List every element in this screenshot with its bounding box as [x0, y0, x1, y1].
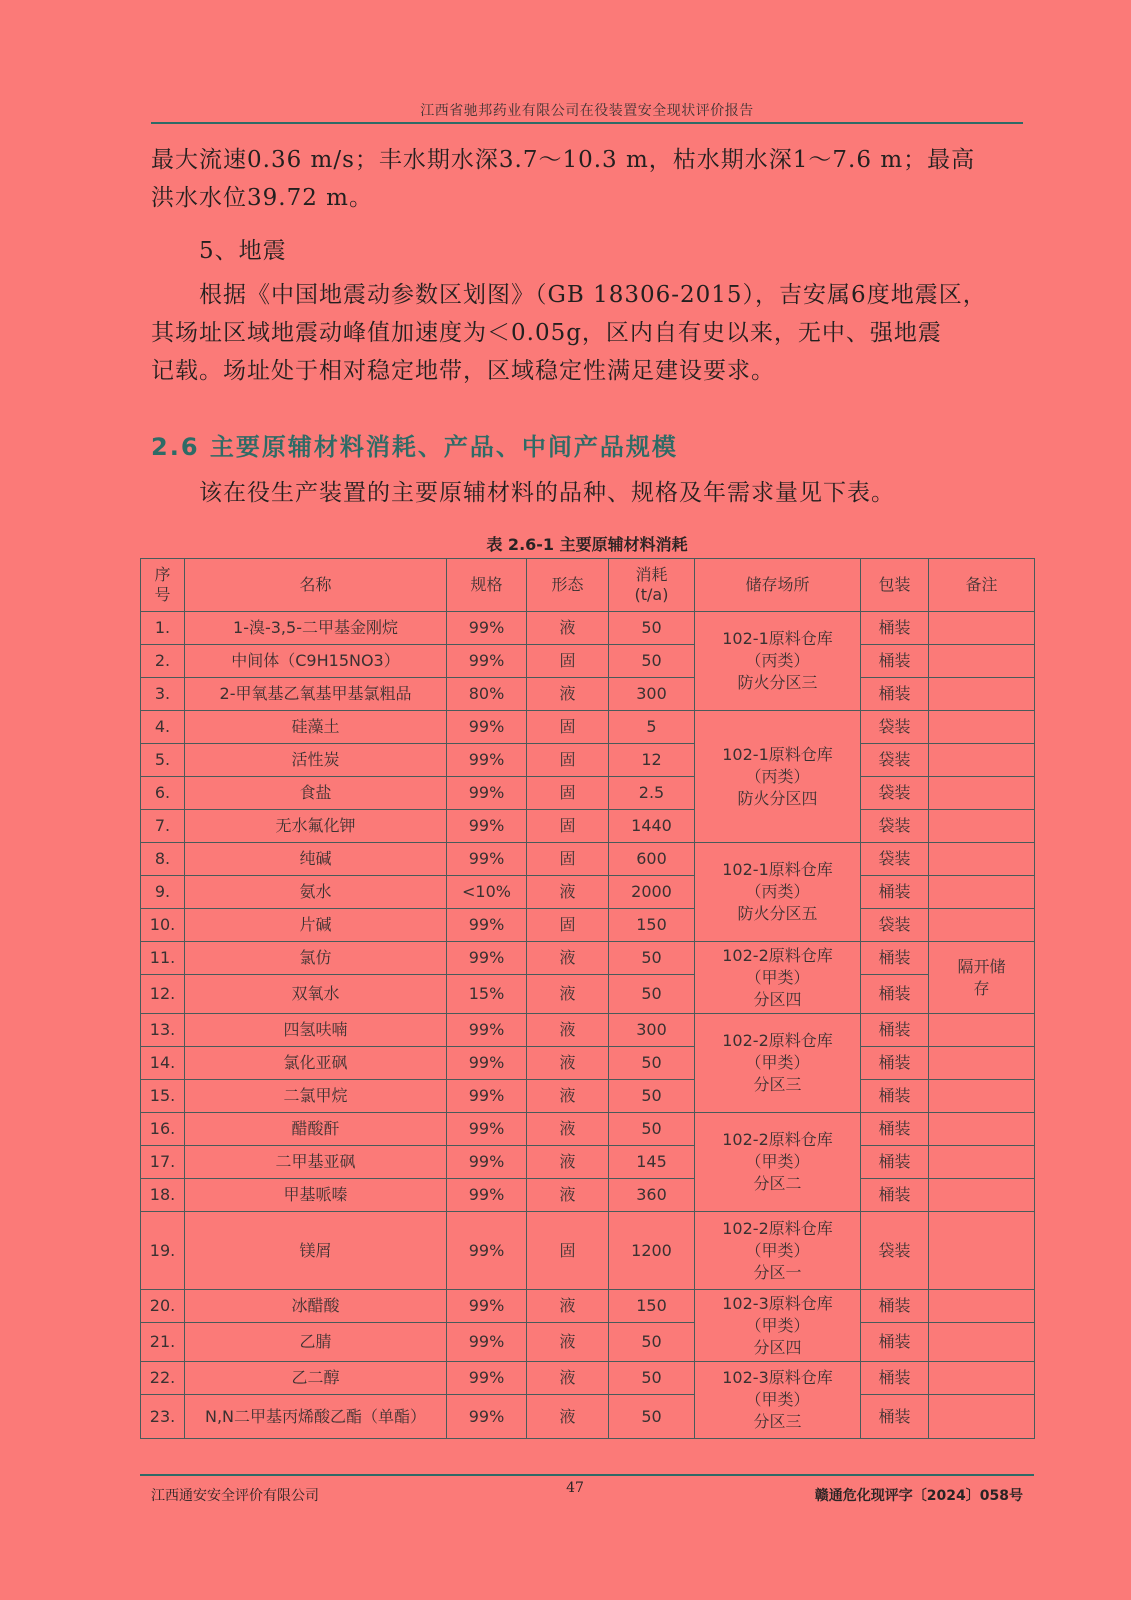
header-usage: 消耗 (t/a) [609, 559, 695, 612]
cell-usage: 150 [609, 909, 695, 942]
cell-usage: 50 [609, 1395, 695, 1439]
table-row [141, 1395, 1035, 1439]
cell-package: 桶装 [861, 1290, 929, 1323]
cell-form: 固 [527, 1212, 609, 1290]
cell-spec: 99% [447, 810, 527, 843]
cell-no: 23. [141, 1395, 185, 1439]
cell-remark [929, 1362, 1035, 1395]
cell-name: 乙二醇 [185, 1362, 447, 1395]
cell-name: 氨水 [185, 876, 447, 909]
header-spec: 规格 [447, 559, 527, 612]
cell-remark [929, 1146, 1035, 1179]
cell-no: 15. [141, 1080, 185, 1113]
text-line: 记载。场址处于相对稳定地带，区域稳定性满足建设要求。 [151, 358, 775, 384]
cell-package: 桶装 [861, 1113, 929, 1146]
cell-remark [929, 1047, 1035, 1080]
table-row [141, 1362, 1035, 1395]
cell-usage: 50 [609, 1113, 695, 1146]
cell-spec: 99% [447, 1362, 527, 1395]
cell-form: 固 [527, 744, 609, 777]
header-remark: 备注 [929, 559, 1035, 612]
cell-usage: 5 [609, 711, 695, 744]
cell-name: 活性炭 [185, 744, 447, 777]
cell-usage: 50 [609, 1047, 695, 1080]
header-no: 序 号 [141, 559, 185, 612]
cell-remark [929, 843, 1035, 876]
cell-usage: 145 [609, 1146, 695, 1179]
cell-storage: 102-2原料仓库 （甲类） 分区二 [695, 1113, 861, 1212]
cell-remark [929, 777, 1035, 810]
cell-name: 冰醋酸 [185, 1290, 447, 1323]
text-line: 最大流速0.36 m/s；丰水期水深3.7～10.3 m，枯水期水深1～7.6 m；最高 [151, 147, 976, 173]
cell-package: 桶装 [861, 612, 929, 645]
table-header-row [141, 559, 1035, 612]
header-divider [151, 122, 1023, 124]
cell-no: 2. [141, 645, 185, 678]
cell-spec: 99% [447, 777, 527, 810]
table-row [141, 1290, 1035, 1323]
footer-divider [140, 1474, 1034, 1476]
cell-package: 袋装 [861, 843, 929, 876]
cell-name: 2-甲氧基乙氧基甲基氯粗品 [185, 678, 447, 711]
cell-remark [929, 1179, 1035, 1212]
cell-no: 11. [141, 942, 185, 975]
table-caption: 表 2.6-1 主要原辅材料消耗 [486, 535, 688, 554]
cell-form: 液 [527, 942, 609, 975]
cell-name: 片碱 [185, 909, 447, 942]
cell-usage: 300 [609, 678, 695, 711]
cell-spec: 99% [447, 612, 527, 645]
cell-package: 桶装 [861, 975, 929, 1014]
cell-package: 桶装 [861, 1014, 929, 1047]
cell-form: 液 [527, 1290, 609, 1323]
cell-form: 液 [527, 1323, 609, 1362]
table-row [141, 744, 1035, 777]
cell-form: 固 [527, 909, 609, 942]
header-name: 名称 [185, 559, 447, 612]
cell-usage: 2000 [609, 876, 695, 909]
cell-package: 袋装 [861, 909, 929, 942]
table-row [141, 1146, 1035, 1179]
page-number: 47 [566, 1480, 584, 1496]
table-row [141, 777, 1035, 810]
table-row [141, 711, 1035, 744]
cell-no: 19. [141, 1212, 185, 1290]
cell-spec: 99% [447, 942, 527, 975]
table-row [141, 645, 1035, 678]
cell-spec: 99% [447, 1290, 527, 1323]
cell-spec: 99% [447, 645, 527, 678]
subheading-earthquake: 5、地震 [199, 238, 287, 264]
cell-no: 3. [141, 678, 185, 711]
table-row [141, 810, 1035, 843]
cell-remark [929, 678, 1035, 711]
cell-name: 二甲基亚砜 [185, 1146, 447, 1179]
cell-name: 纯碱 [185, 843, 447, 876]
cell-remark [929, 612, 1035, 645]
cell-name: 1-溴-3,5-二甲基金刚烷 [185, 612, 447, 645]
cell-no: 16. [141, 1113, 185, 1146]
cell-package: 桶装 [861, 1323, 929, 1362]
cell-package: 桶装 [861, 1362, 929, 1395]
table-row [141, 843, 1035, 876]
cell-spec: 99% [447, 1047, 527, 1080]
cell-package: 袋装 [861, 1212, 929, 1290]
cell-package: 桶装 [861, 1080, 929, 1113]
table-row [141, 975, 1035, 1014]
header-storage: 储存场所 [695, 559, 861, 612]
cell-form: 液 [527, 678, 609, 711]
cell-no: 12. [141, 975, 185, 1014]
text-line: 其场址区域地震动峰值加速度为＜0.05g，区内自有史以来，无中、强地震 [151, 320, 942, 346]
cell-usage: 50 [609, 942, 695, 975]
cell-spec: 80% [447, 678, 527, 711]
cell-name: 硅藻土 [185, 711, 447, 744]
cell-name: 食盐 [185, 777, 447, 810]
cell-spec: 99% [447, 1146, 527, 1179]
header-form: 形态 [527, 559, 609, 612]
cell-form: 固 [527, 777, 609, 810]
cell-form: 液 [527, 1047, 609, 1080]
cell-spec: 99% [447, 1113, 527, 1146]
cell-usage: 2.5 [609, 777, 695, 810]
cell-form: 液 [527, 1113, 609, 1146]
cell-remark [929, 1212, 1035, 1290]
cell-package: 袋装 [861, 777, 929, 810]
cell-form: 固 [527, 810, 609, 843]
cell-spec: 99% [447, 744, 527, 777]
cell-no: 5. [141, 744, 185, 777]
cell-form: 液 [527, 612, 609, 645]
cell-no: 13. [141, 1014, 185, 1047]
footer-company: 江西通安安全评价有限公司 [151, 1488, 319, 1504]
cell-package: 袋装 [861, 711, 929, 744]
cell-package: 桶装 [861, 1179, 929, 1212]
table-row [141, 1014, 1035, 1047]
header-package: 包装 [861, 559, 929, 612]
cell-no: 9. [141, 876, 185, 909]
cell-name: 镁屑 [185, 1212, 447, 1290]
cell-no: 18. [141, 1179, 185, 1212]
cell-spec: 99% [447, 1080, 527, 1113]
cell-remark [929, 1395, 1035, 1439]
cell-name: 氯仿 [185, 942, 447, 975]
cell-spec: 99% [447, 1014, 527, 1047]
cell-spec: 99% [447, 711, 527, 744]
cell-form: 固 [527, 711, 609, 744]
cell-form: 液 [527, 1014, 609, 1047]
table-row [141, 876, 1035, 909]
cell-form: 固 [527, 645, 609, 678]
table-row [141, 909, 1035, 942]
cell-usage: 50 [609, 1323, 695, 1362]
section-heading: 2.6 主要原辅材料消耗、产品、中间产品规模 [151, 433, 678, 461]
cell-name: 甲基哌嗪 [185, 1179, 447, 1212]
cell-name: 四氢呋喃 [185, 1014, 447, 1047]
cell-package: 桶装 [861, 1395, 929, 1439]
cell-name: N,N二甲基丙烯酸乙酯（单酯） [185, 1395, 447, 1439]
cell-remark [929, 810, 1035, 843]
cell-name: 中间体（C9H15NO3） [185, 645, 447, 678]
cell-package: 袋装 [861, 810, 929, 843]
footer-doc-number: 赣通危化现评字〔2024〕058号 [814, 1488, 1023, 1504]
cell-form: 固 [527, 843, 609, 876]
cell-name: 氯化亚砜 [185, 1047, 447, 1080]
cell-remark [929, 645, 1035, 678]
cell-remark [929, 909, 1035, 942]
cell-storage: 102-3原料仓库 （甲类） 分区四 [695, 1290, 861, 1362]
cell-no: 22. [141, 1362, 185, 1395]
table-row [141, 1179, 1035, 1212]
cell-storage: 102-1原料仓库 （丙类） 防火分区五 [695, 843, 861, 942]
cell-storage: 102-2原料仓库 （甲类） 分区四 [695, 942, 861, 1014]
cell-form: 液 [527, 1146, 609, 1179]
cell-usage: 600 [609, 843, 695, 876]
cell-spec: 99% [447, 843, 527, 876]
cell-remark [929, 1323, 1035, 1362]
cell-spec: 15% [447, 975, 527, 1014]
cell-spec: 99% [447, 1395, 527, 1439]
cell-name: 二氯甲烷 [185, 1080, 447, 1113]
cell-no: 10. [141, 909, 185, 942]
table-row [141, 1323, 1035, 1362]
cell-form: 液 [527, 1080, 609, 1113]
cell-no: 14. [141, 1047, 185, 1080]
text-line: 根据《中国地震动参数区划图》（GB 18306-2015），吉安属6度地震区， [199, 282, 987, 308]
cell-name: 双氧水 [185, 975, 447, 1014]
cell-name: 醋酸酐 [185, 1113, 447, 1146]
cell-remark [929, 1113, 1035, 1146]
table-row [141, 1113, 1035, 1146]
cell-spec: 99% [447, 1212, 527, 1290]
cell-remark [929, 744, 1035, 777]
cell-usage: 50 [609, 975, 695, 1014]
cell-no: 17. [141, 1146, 185, 1179]
cell-no: 6. [141, 777, 185, 810]
cell-remark [929, 876, 1035, 909]
cell-no: 8. [141, 843, 185, 876]
cell-no: 21. [141, 1323, 185, 1362]
cell-form: 液 [527, 1179, 609, 1212]
cell-no: 1. [141, 612, 185, 645]
table-row [141, 1080, 1035, 1113]
cell-storage: 102-1原料仓库 （丙类） 防火分区三 [695, 612, 861, 711]
cell-storage: 102-3原料仓库 （甲类） 分区三 [695, 1362, 861, 1439]
cell-package: 袋装 [861, 744, 929, 777]
cell-remark [929, 1080, 1035, 1113]
cell-usage: 50 [609, 612, 695, 645]
cell-usage: 1200 [609, 1212, 695, 1290]
table-row [141, 1047, 1035, 1080]
cell-package: 桶装 [861, 678, 929, 711]
materials-table [140, 558, 1035, 1439]
cell-package: 桶装 [861, 1146, 929, 1179]
paragraph-table-intro: 该在役生产装置的主要原辅材料的品种、规格及年需求量见下表。 [199, 480, 895, 506]
cell-remark [929, 1014, 1035, 1047]
cell-name: 乙腈 [185, 1323, 447, 1362]
cell-remark [929, 1290, 1035, 1323]
cell-no: 4. [141, 711, 185, 744]
table-row [141, 678, 1035, 711]
table-row [141, 942, 1035, 975]
cell-usage: 150 [609, 1290, 695, 1323]
cell-usage: 50 [609, 1080, 695, 1113]
page-header-title: 江西省驰邦药业有限公司在役装置安全现状评价报告 [420, 103, 754, 119]
cell-package: 桶装 [861, 942, 929, 975]
paragraph-earthquake [151, 276, 1023, 390]
cell-usage: 50 [609, 645, 695, 678]
cell-usage: 12 [609, 744, 695, 777]
cell-usage: 50 [609, 1362, 695, 1395]
cell-usage: 1440 [609, 810, 695, 843]
cell-form: 液 [527, 1362, 609, 1395]
cell-spec: 99% [447, 909, 527, 942]
cell-package: 桶装 [861, 645, 929, 678]
cell-spec: <10% [447, 876, 527, 909]
cell-usage: 300 [609, 1014, 695, 1047]
cell-usage: 360 [609, 1179, 695, 1212]
cell-storage: 102-2原料仓库 （甲类） 分区一 [695, 1212, 861, 1290]
cell-spec: 99% [447, 1179, 527, 1212]
cell-remark [929, 711, 1035, 744]
cell-storage: 102-1原料仓库 （丙类） 防火分区四 [695, 711, 861, 843]
cell-package: 桶装 [861, 1047, 929, 1080]
text-line: 洪水水位39.72 m。 [151, 185, 373, 211]
cell-form: 液 [527, 1395, 609, 1439]
cell-storage: 102-2原料仓库 （甲类） 分区三 [695, 1014, 861, 1113]
cell-no: 20. [141, 1290, 185, 1323]
table-row [141, 612, 1035, 645]
cell-spec: 99% [447, 1323, 527, 1362]
cell-form: 液 [527, 975, 609, 1014]
cell-name: 无水氟化钾 [185, 810, 447, 843]
paragraph-hydrology [151, 141, 1023, 217]
cell-package: 桶装 [861, 876, 929, 909]
table-row [141, 1212, 1035, 1290]
cell-form: 液 [527, 876, 609, 909]
cell-no: 7. [141, 810, 185, 843]
cell-remark: 隔开储 存 [929, 942, 1035, 1014]
